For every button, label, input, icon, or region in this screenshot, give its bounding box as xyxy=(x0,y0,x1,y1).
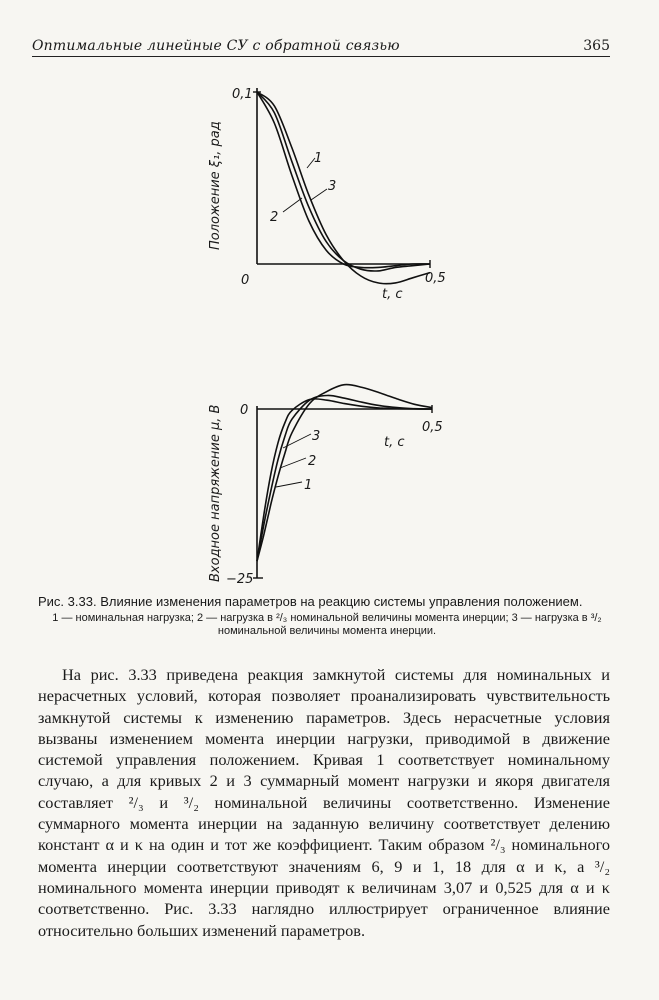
top-x-axis-label: t, c xyxy=(382,287,403,302)
running-head-title: Оптимальные линейные СУ с обратной связью xyxy=(32,38,400,54)
chart-position xyxy=(208,87,446,302)
bottom-curve-label-1: 1 xyxy=(304,478,313,493)
bottom-series-2 xyxy=(257,399,432,561)
bottom-leader-2 xyxy=(280,458,306,468)
bottom-y-axis-label: Входное напряжение μ, В xyxy=(208,404,223,582)
top-curve-label-2: 2 xyxy=(270,210,279,225)
bottom-y-zero-label: 0 xyxy=(240,403,249,418)
caption-title xyxy=(38,594,616,610)
top-y-max-label: 0,1 xyxy=(232,87,253,102)
top-curve-label-3: 3 xyxy=(328,179,337,194)
bottom-series-1 xyxy=(257,395,432,561)
top-leader-2 xyxy=(283,198,302,212)
figure-caption xyxy=(38,594,616,638)
bottom-curve-label-2: 2 xyxy=(308,454,317,469)
body-paragraph: На рис. 3.33 приведена реакция замкнутой системы для номинальных и нерасчетных условий, которая позволяет проанализировать чувствительность замкнутой системы к изменению параметров. Здесь нерасчетные условия вызваны изменением момента инерции нагрузки, приводимой в движение системой управления положением. Кривая 1 соответствует номинальному случаю, а для кривых 2 и 3 суммарный момент нагрузки и якоря двигателя составляет ²/₃ и ³/₂ номинальной величины соответственно. Изменение суммарного момента инерции на заданную величину соответствует делению констант α и κ на один и тот же коэффициент. Таким образом ²/₃ номинального момента инерции соответствуют значениям 6, 9 и 1, 18 для α и κ, а ³/₂ номинального момента инерции приводят к величинам 3,07 и 0,525 для α и κ соответственно. Рис. 3.33 наглядно иллюстрирует ограниченное влияние относительно больших изменений параметров. xyxy=(38,665,610,940)
caption-prefix: Рис. 3.33. xyxy=(38,594,97,609)
chart-voltage xyxy=(208,385,443,587)
top-series-3 xyxy=(257,92,430,284)
bottom-x-end-label: 0,5 xyxy=(422,420,443,435)
page-number: 365 xyxy=(583,38,610,54)
top-origin-label: 0 xyxy=(241,273,250,288)
top-series-2 xyxy=(257,92,430,268)
bottom-leader-3 xyxy=(283,434,311,448)
top-y-axis-label: Положение ξ₁, рад xyxy=(208,121,223,250)
bottom-curve-label-3: 3 xyxy=(312,429,321,444)
top-series-1 xyxy=(257,92,430,271)
top-x-end-label: 0,5 xyxy=(425,271,446,286)
bottom-curves xyxy=(257,385,432,562)
top-curve-label-1: 1 xyxy=(314,151,323,166)
bottom-series-3 xyxy=(257,385,432,562)
caption-title-text: Влияние изменения параметров на реакцию системы управления положением. xyxy=(100,594,583,609)
bottom-y-min-label: −25 xyxy=(226,572,254,587)
bottom-x-axis-label: t, c xyxy=(384,435,405,450)
caption-legend: 1 — номинальная нагрузка; 2 — нагрузка в ²/₃ номинальной величины момента инерции; 3 — нагрузка в ³/₂ номинальной величины момента инерции. xyxy=(52,612,602,637)
top-leader-3 xyxy=(311,189,327,200)
bottom-leader-1 xyxy=(276,482,302,487)
top-curves xyxy=(257,92,430,284)
